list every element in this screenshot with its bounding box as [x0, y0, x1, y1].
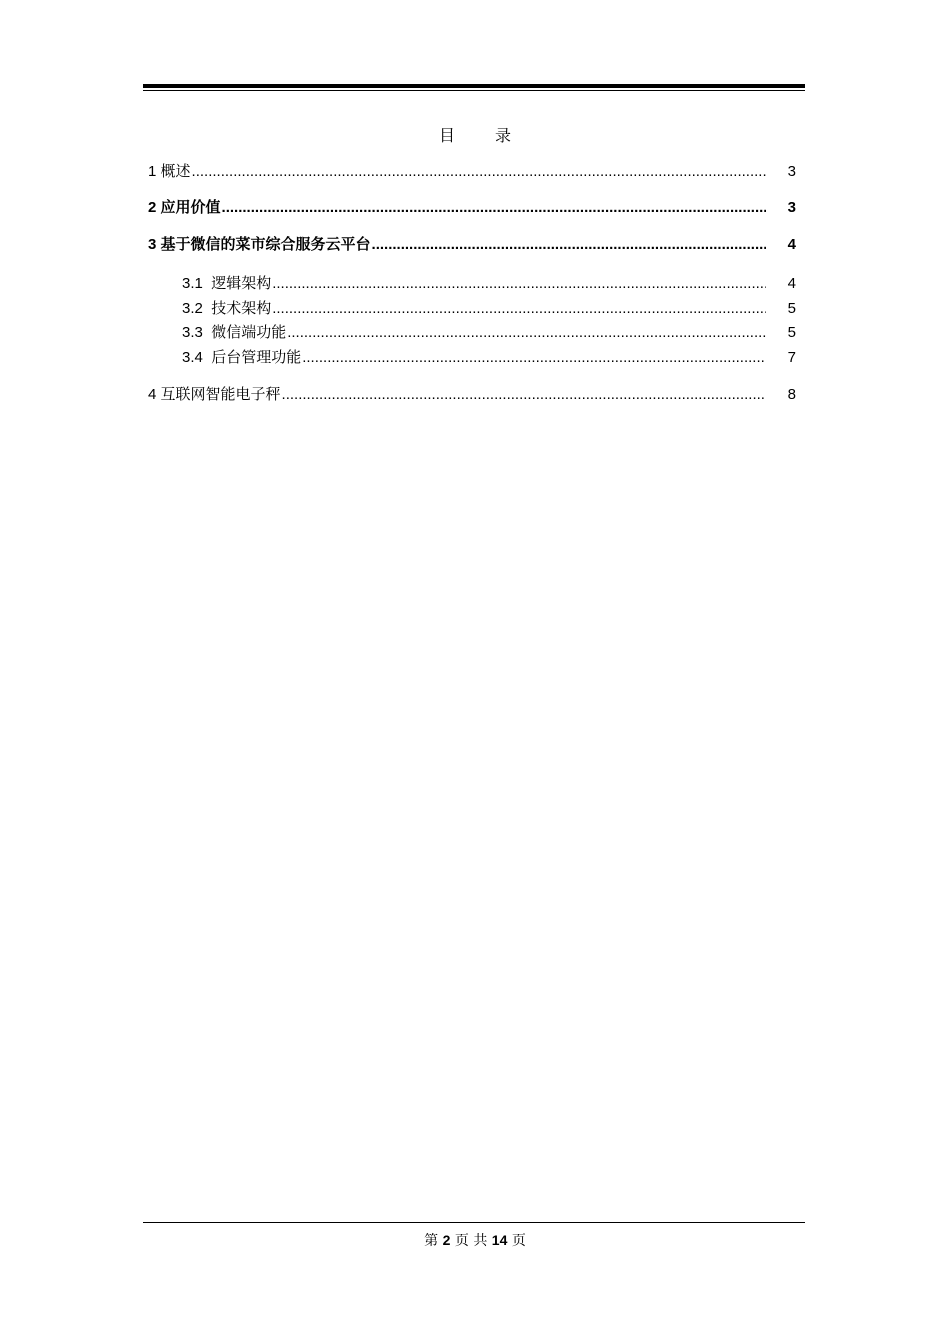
toc-entry-number: 3.1 — [182, 275, 212, 292]
toc-leader-dots — [372, 235, 766, 255]
toc-entry[interactable] — [148, 198, 796, 218]
toc-entry-number: 3 — [148, 236, 161, 253]
toc-entry-label: 技术架构 — [211, 299, 272, 317]
toc-entry-number: 2 — [148, 199, 161, 216]
toc-entry-page: 7 — [787, 349, 796, 366]
toc-entry-label: 后台管理功能 — [211, 348, 302, 366]
toc-entry[interactable] — [182, 273, 796, 293]
toc-entry[interactable] — [182, 298, 796, 318]
toc-title-right: 录 — [495, 126, 512, 145]
footer-suffix: 页 — [511, 1233, 526, 1249]
toc-entry-label: 逻辑架构 — [211, 274, 272, 292]
toc-entry-number: 3.3 — [182, 324, 212, 341]
toc-entry-label: 概述 — [160, 162, 191, 180]
footer-total-pages: 14 — [491, 1232, 508, 1248]
footer-middle: 页 共 — [454, 1233, 488, 1249]
footer-current-page: 2 — [442, 1232, 451, 1248]
toc-entry-number: 3.4 — [182, 349, 212, 366]
toc-entry[interactable] — [182, 347, 796, 367]
toc-leader-dots — [272, 299, 766, 319]
toc-leader-dots — [287, 323, 766, 343]
toc-entry-page: 5 — [787, 324, 796, 341]
toc-entry-number: 1 — [148, 163, 161, 180]
toc-entry-page: 5 — [787, 300, 796, 317]
toc-entry[interactable] — [148, 235, 796, 255]
header-rule-thick — [143, 84, 805, 88]
toc-leader-dots — [282, 385, 766, 405]
page-footer — [0, 1230, 950, 1250]
toc-entry-page: 4 — [787, 236, 796, 253]
toc-entry-label: 互联网智能电子秤 — [160, 385, 281, 403]
toc-entry-page: 3 — [787, 163, 796, 180]
toc-entry[interactable] — [182, 322, 796, 342]
toc-entry-label: 微信端功能 — [211, 323, 287, 341]
toc-entry[interactable] — [148, 384, 796, 404]
footer-rule — [143, 1222, 805, 1223]
toc-leader-dots — [192, 162, 766, 182]
toc-leader-dots — [272, 274, 766, 294]
toc-entry-number: 3.2 — [182, 300, 212, 317]
toc-entry-page: 3 — [787, 199, 796, 216]
toc-entry[interactable] — [148, 161, 796, 181]
toc-entry-label: 应用价值 — [160, 199, 221, 216]
toc-entry-page: 4 — [787, 275, 796, 292]
toc-title — [0, 123, 950, 146]
header-rule-thin — [143, 90, 805, 91]
footer-prefix: 第 — [424, 1233, 439, 1249]
toc-leader-dots — [302, 348, 766, 368]
toc-leader-dots — [222, 198, 766, 218]
toc-entry-number: 4 — [148, 386, 161, 403]
toc-title-left: 目 — [438, 126, 455, 145]
toc-entry-label: 基于微信的菜市综合服务云平台 — [160, 236, 371, 253]
toc-entry-page: 8 — [787, 386, 796, 403]
